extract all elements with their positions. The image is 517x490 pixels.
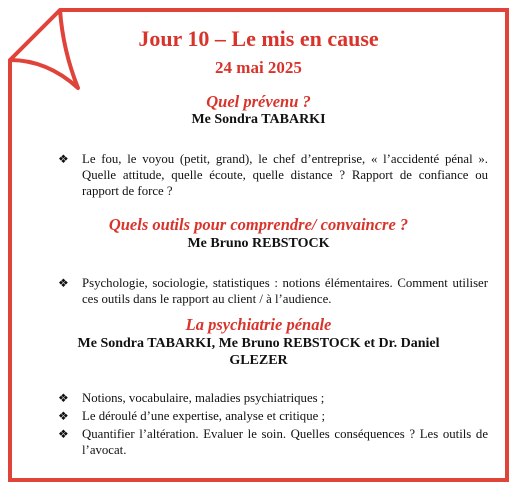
four-diamond-bullet-icon: ❖: [58, 427, 69, 441]
list-item-text: Le déroulé d’une expertise, analyse et critique ;: [82, 409, 326, 423]
section-bullets: [58, 275, 488, 309]
section-bullets: [58, 151, 488, 201]
section-title-psychiatrie: La psychiatrie pénale: [185, 315, 332, 334]
section-bullets: [58, 390, 488, 460]
list-item: [58, 426, 488, 458]
page-date: 24 mai 2025: [215, 58, 302, 77]
section-speakers-line2: GLEZER: [229, 353, 288, 368]
section-speakers-line1: Me Sondra TABARKI, Me Bruno REBSTOCK et Dr. Daniel: [77, 336, 440, 351]
list-item-text: Notions, vocabulaire, maladies psychiatriques ;: [82, 391, 325, 405]
four-diamond-bullet-icon: ❖: [58, 152, 69, 166]
list-item-text: Le fou, le voyou (petit, grand), le chef d’entreprise, « l’accidenté pénal ». Quelle attitude, quelle écoute, quelle distance ? Rapport de confiance ou rapport de force ?: [82, 152, 488, 198]
section-title-outils: Quels outils pour comprendre/ convaincre ?: [108, 215, 409, 234]
section-speakers: Me Bruno REBSTOCK: [187, 236, 330, 251]
page-title: Jour 10 – Le mis en cause: [138, 26, 379, 51]
four-diamond-bullet-icon: ❖: [58, 276, 69, 290]
section-speakers: Me Sondra TABARKI: [191, 112, 326, 127]
list-item: [58, 151, 488, 199]
four-diamond-bullet-icon: ❖: [58, 409, 69, 423]
list-item: [58, 275, 488, 307]
list-item: [58, 408, 488, 424]
list-item: [58, 390, 488, 406]
list-item-text: Quantifier l’altération. Evaluer le soin. Quelles conséquences ? Les outils de l’avocat.: [82, 427, 488, 457]
programme-content: [8, 8, 509, 482]
list-item-text: Psychologie, sociologie, statistiques : notions élémentaires. Comment utiliser ces outils dans le rapport au client / à l’audience.: [82, 276, 488, 306]
four-diamond-bullet-icon: ❖: [58, 391, 69, 405]
section-title-quel-prevenu: Quel prévenu ?: [206, 92, 311, 111]
